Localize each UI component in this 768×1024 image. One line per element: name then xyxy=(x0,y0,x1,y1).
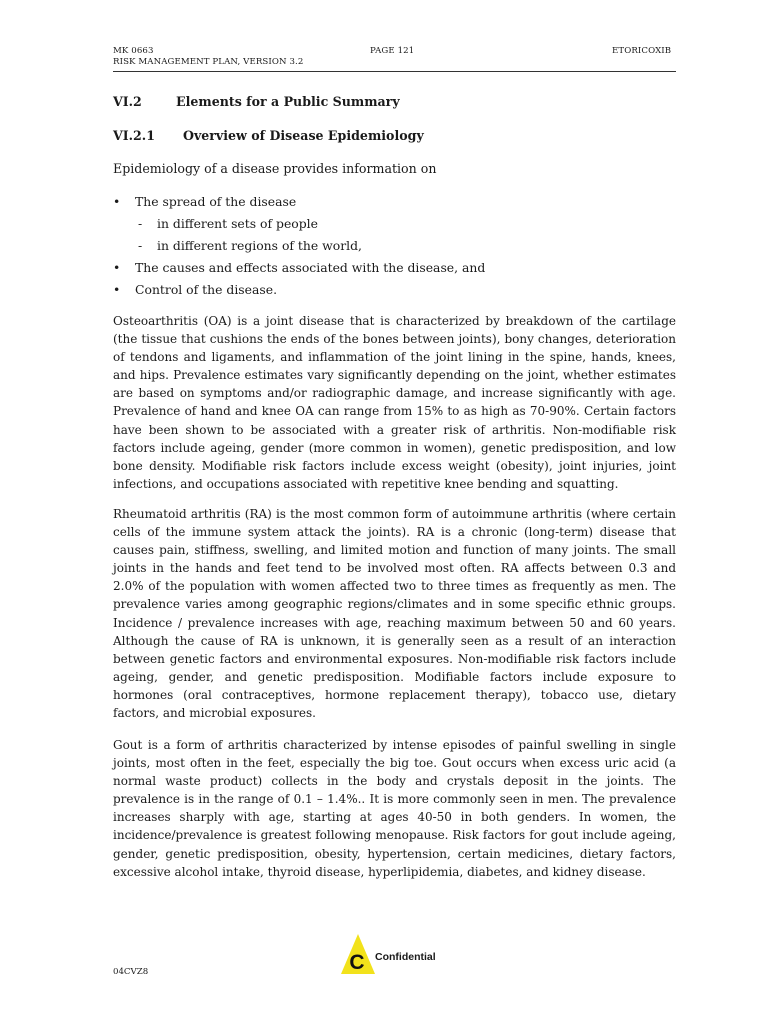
confidential-logo xyxy=(340,933,450,975)
list-item-text: The spread of the disease xyxy=(135,194,297,209)
header-divider xyxy=(113,71,676,72)
intro-sentence: Epidemiology of a disease provides information on xyxy=(113,161,437,176)
subsection-number: VI.2.1 xyxy=(113,128,155,143)
bullet-mark: • xyxy=(113,194,121,209)
list-item-text: Control of the disease. xyxy=(135,282,278,297)
header-page-number: PAGE 121 xyxy=(370,46,415,56)
dash-mark: - xyxy=(138,238,143,253)
header-product-name: ETORICOXIB xyxy=(612,46,672,56)
bullet-mark: • xyxy=(113,282,121,297)
rheumatoid-arthritis-paragraph: Rheumatoid arthritis (RA) is the most common form of autoimmune arthritis (where certain cells of the immune system attack the joints). RA is a chronic (long-term) disease that causes pain, stiffness, swelling, and limited motion and function of many joints. The small joints in the hands and feet tend to be involved most often. RA affects between 0.3 and 2.0% of the population with women affected two to three times as frequently as men. The prevalence varies among geographic regions/climates and in some specific ethnic groups. Incidence / prevalence increases with age, reaching maximum between 50 and 60 years. Although the cause of RA is unknown, it is generally seen as a result of an interaction between genetic factors and environmental exposures. Non-modifiable risk factors include ageing, gender, and genetic predisposition. Modifiable factors include exposure to hormones (oral contraceptives, hormone replacement therapy), tobacco use, dietary factors, and microbial exposures. xyxy=(113,507,676,721)
section-title: Elements for a Public Summary xyxy=(176,94,400,109)
section-heading xyxy=(113,94,400,109)
list-item xyxy=(113,281,676,303)
list-item-text: in different regions of the world, xyxy=(157,238,362,253)
header-document-id: MK 0663 xyxy=(113,46,154,56)
dash-mark: - xyxy=(138,216,143,231)
bullet-list xyxy=(113,193,676,303)
list-item xyxy=(113,215,676,237)
confidential-triangle-icon xyxy=(340,933,376,975)
header-plan-version: RISK MANAGEMENT PLAN, VERSION 3.2 xyxy=(113,57,304,67)
confidential-label: Confidential xyxy=(375,951,436,963)
footer-document-code: 04CVZ8 xyxy=(113,967,149,977)
list-item xyxy=(113,193,676,215)
subsection-title: Overview of Disease Epidemiology xyxy=(183,128,424,143)
osteoarthritis-paragraph: Osteoarthritis (OA) is a joint disease that is characterized by breakdown of the cartilage (the tissue that cushions the ends of the bones between joints), bony changes, deterioration of tendons and ligaments, and inflammation of the joint lining in the spine, hands, knees, and hips. Prevalence estimates vary significantly depending on the joint, whether estimates are based on symptoms and/or radiographic damage, and increase significantly with age. Prevalence of hand and knee OA can range from 15% to as high as 70-90%. Certain factors have been shown to be associated with a greater risk of arthritis. Non-modifiable risk factors include ageing, gender (more common in women), genetic predisposition, and low bone density. Modifiable risk factors include excess weight (obesity), joint injuries, joint infections, and occupations associated with repetitive knee bending and squatting. xyxy=(113,314,676,491)
bullet-mark: • xyxy=(113,260,121,275)
section-number: VI.2 xyxy=(113,94,142,109)
list-item-text: in different sets of people xyxy=(157,216,318,231)
list-item xyxy=(113,259,676,281)
logo-letter: C xyxy=(349,951,365,974)
list-item-text: The causes and effects associated with the disease, and xyxy=(135,260,486,275)
list-item xyxy=(113,237,676,259)
gout-paragraph: Gout is a form of arthritis characterized by intense episodes of painful swelling in single joints, most often in the feet, especially the big toe. Gout occurs when excess uric acid (a normal waste product) collects in the body and crystals deposit in the joints. The prevalence is in the range of 0.1 – 1.4%.. It is more commonly seen in men. The prevalence increases sharply with age, starting at ages 40-50 in both genders. In women, the incidence/prevalence is greatest following menopause. Risk factors for gout include ageing, gender, genetic predisposition, obesity, hypertension, certain medicines, dietary factors, excessive alcohol intake, thyroid disease, hyperlipidemia, diabetes, and kidney disease. xyxy=(113,738,676,879)
header-left xyxy=(113,46,303,68)
subsection-heading xyxy=(113,128,424,143)
